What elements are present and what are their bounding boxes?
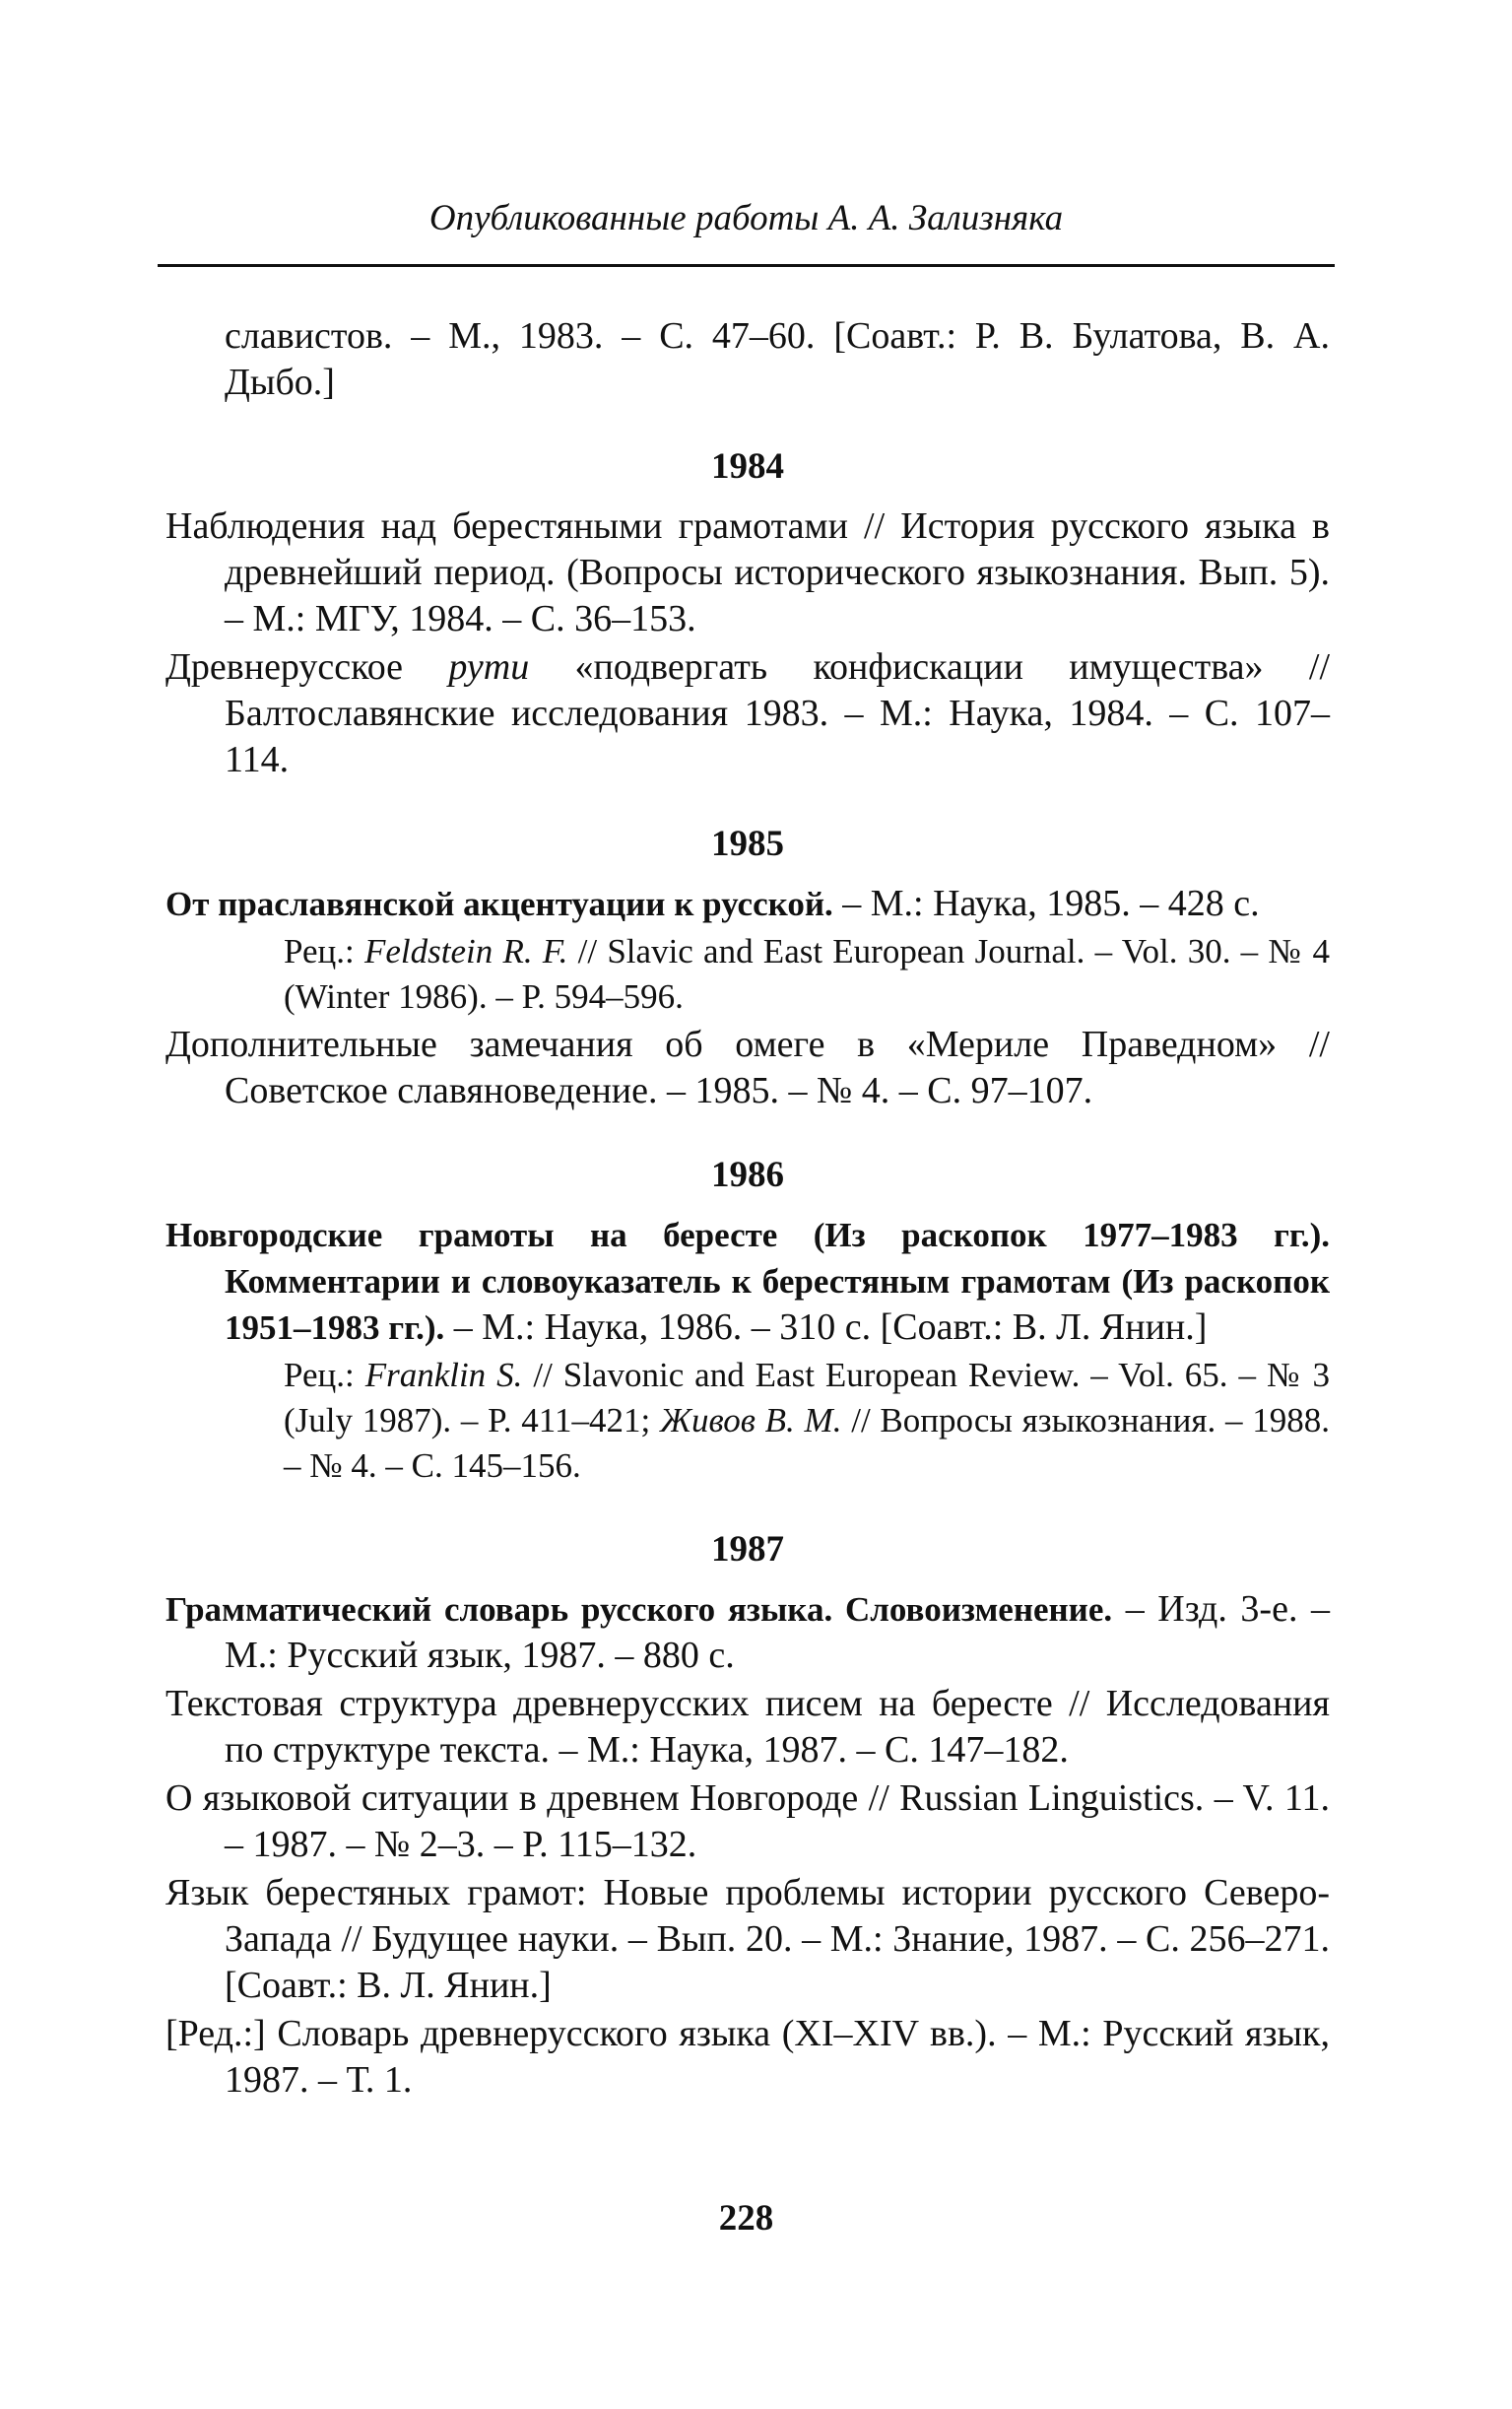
entry-omega: Дополнительные замечания об омеге в «Мериле Праведном» // Советское славяноведение. – 1985. – № 4. – С. 97–107. — [165, 1024, 1330, 1111]
entry-text: «подвергать конфискации имущества» // Балтославянские исследования 1983. – М.: Наука, 1984. – С. 107–114. — [225, 646, 1330, 780]
review-author: Feldstein R. F. — [363, 932, 568, 970]
review-author: Franklin S. — [364, 1356, 523, 1394]
year-heading-1986: 1986 — [711, 1155, 784, 1195]
year-heading-1987: 1987 — [711, 1529, 784, 1570]
entry-novgorod-letters — [165, 1212, 1330, 1351]
year-heading-1984: 1984 — [711, 446, 784, 487]
bibliography-list — [165, 313, 1330, 2106]
book-title: От праславянской акцентуации к русской. — [165, 885, 833, 923]
review-feldstein — [165, 929, 1330, 1020]
italic-term: рути — [448, 646, 530, 688]
entry-grammar-dictionary — [165, 1586, 1330, 1679]
entry-ruti — [165, 644, 1330, 783]
entry-birchbark-observations: Наблюдения над берестяными грамотами // История русского языка в древнейший период. (Вопросы исторического языкознания. Вып. 5). – М.: МГУ, 1984. – С. 36–153. — [165, 505, 1330, 639]
entry-language-situation: О языковой ситуации в древнем Новгороде // Russian Linguistics. – V. 11. – 1987. – № 2–3. – P. 115–132. — [165, 1777, 1330, 1865]
review-prefix: Рец.: — [284, 1356, 365, 1394]
book-title: Грамматический словарь русского языка. Словоизменение. — [165, 1590, 1113, 1629]
entry-text: – М.: Наука, 1986. – 310 с. [Соавт.: В. Л. Янин.] — [444, 1306, 1208, 1348]
entry-text: – М.: Наука, 1985. – 428 с. — [832, 883, 1260, 924]
entry-continued: славистов. – М., 1983. – С. 47–60. [Соавт.: Р. В. Булатова, В. А. Дыбо.] — [225, 315, 1330, 403]
review-text: // Slavic and East European Journal. – Vol. 30. – № 4 (Winter 1986). – P. 594–596. — [284, 932, 1330, 1016]
year-heading-1985: 1985 — [711, 824, 784, 864]
running-header: Опубликованные работы А. А. Зализняка — [428, 198, 1064, 238]
review-franklin-zhivov — [165, 1353, 1330, 1489]
page-number: 228 — [718, 2198, 774, 2239]
review-text: // Slavonic and East European Review. – Vol. 65. – № 3 (July 1987). – P. 411–421; — [284, 1356, 1330, 1439]
entry-text-structure: Текстовая структура древнерусских писем на бересте // Исследования по структуре текста. – М.: Наука, 1987. – С. 147–182. — [165, 1683, 1330, 1771]
entry-text: – Изд. 3-е. – М.: Русский язык, 1987. – 880 с. — [225, 1588, 1330, 1676]
entry-accentuation-book — [165, 881, 1330, 927]
review-author: Живов В. М. — [659, 1401, 842, 1439]
review-text: // Вопросы языкознания. – 1988. – № 4. – С. 145–156. — [284, 1401, 1330, 1485]
header-rule — [158, 264, 1335, 267]
entry-text: Древнерусское — [165, 646, 449, 688]
book-title: Новгородские грамоты на бересте (Из раскопок 1977–1983 гг.). Комментарии и словоуказатель к берестяным грамотам (Из раскопок 1951–1983 гг.). — [165, 1216, 1330, 1347]
entry-old-russian-dictionary: [Ред.:] Словарь древнерусского языка (XI–XIV вв.). – М.: Русский язык, 1987. – Т. 1. — [165, 2013, 1330, 2101]
review-prefix: Рец.: — [284, 932, 364, 970]
entry-birchbark-language: Язык берестяных грамот: Новые проблемы истории русского Северо-Запада // Будущее науки. – Вып. 20. – М.: Знание, 1987. – С. 256–271. [Соавт.: В. Л. Янин.] — [165, 1872, 1330, 2006]
